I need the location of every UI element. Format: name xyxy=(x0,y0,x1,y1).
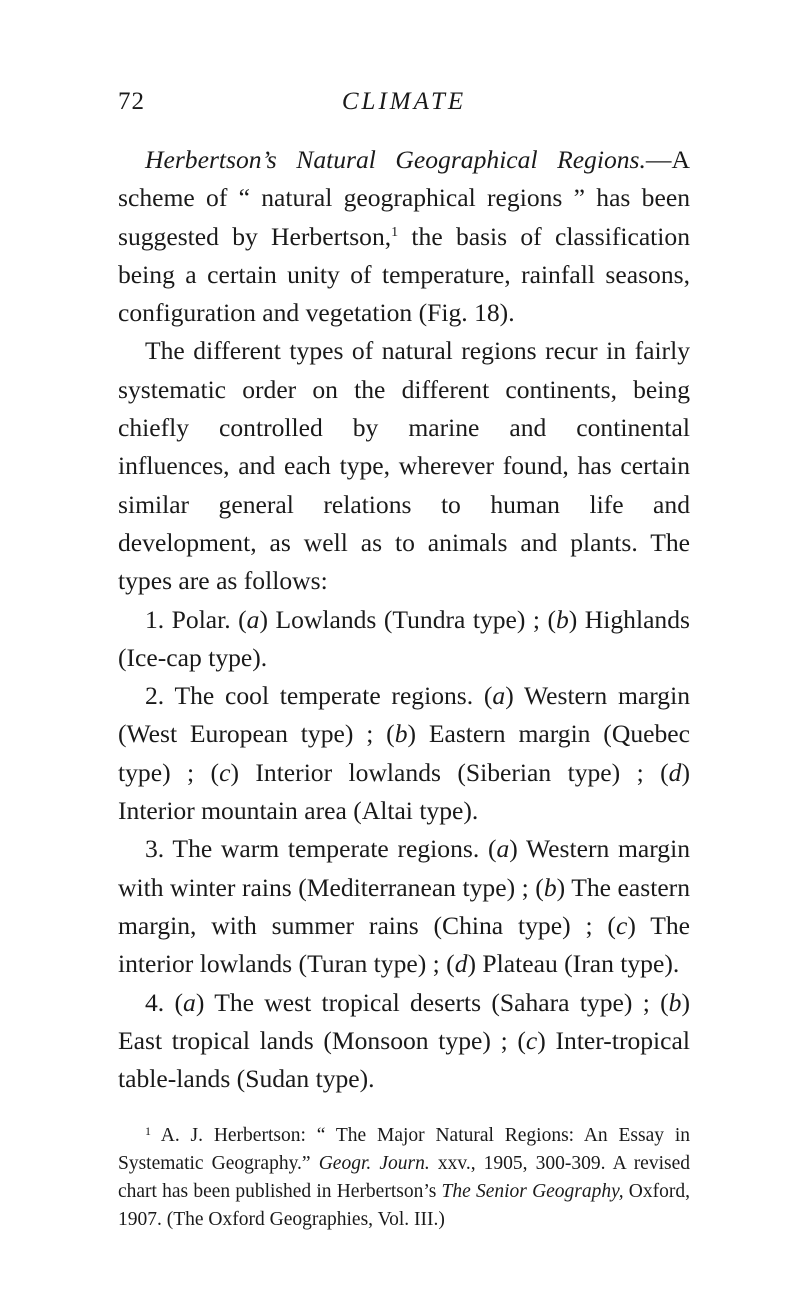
footnote-segment: A. J. Herbertson: “ The Major Natural Regions: An Essay in Systematic Geography.” xyxy=(118,1125,690,1174)
region-types-list xyxy=(118,601,690,1099)
region-type-item xyxy=(118,830,690,983)
footnote-text xyxy=(118,1125,690,1230)
region-type-segment: ) Plateau (Iran type). xyxy=(467,949,680,979)
region-type-segment: b xyxy=(555,604,569,634)
body-text xyxy=(118,141,690,1098)
region-type-segment: ) East tropical lands (Monsoon type) ; ( xyxy=(118,987,690,1055)
region-type-segment: a xyxy=(496,834,510,864)
region-type-segment: a xyxy=(492,681,506,711)
types-paragraph: The different types of natural regions recur in fairly systematic order on the different continents, being chiefly controlled by marine and continental influences, and each type, wherever found, has certain similar general relations to human life and development, as well as to animals and plants. The types are as follows: xyxy=(118,336,690,596)
footnote-segment: Geogr. Journ. xyxy=(318,1153,430,1174)
section-heading: Herbertson’s Natural Geographical Regions. xyxy=(145,145,646,174)
region-type-segment: c xyxy=(525,1025,538,1055)
region-type-segment: b xyxy=(394,719,408,749)
region-type-segment: ) Interior mountain area (Altai type). xyxy=(118,757,690,826)
intro-paragraph xyxy=(118,141,690,332)
region-type-segment: ) Lowlands (Tundra type) ; ( xyxy=(259,604,556,634)
region-type-segment: a xyxy=(183,987,196,1017)
footnote xyxy=(118,1122,690,1234)
footnote-segment: xxv., 1905, 300-309. A revised chart has been published in Herbertson’s xyxy=(118,1153,690,1202)
region-type-item xyxy=(118,677,690,830)
region-type-segment: ) Western margin with winter rains (Mediterranean type) ; ( xyxy=(118,834,690,902)
footnote-marker: 1 xyxy=(145,1124,151,1138)
region-type-segment: 2. The cool temperate regions. ( xyxy=(145,681,493,711)
region-type-item xyxy=(118,601,690,678)
region-type-segment: 4. ( xyxy=(145,987,184,1017)
region-type-segment: b xyxy=(668,987,682,1017)
region-type-segment: ) Interior lowlands (Siberian type) ; ( xyxy=(230,757,669,787)
region-type-segment: ) Eastern margin (Quebec type) ; ( xyxy=(118,719,690,787)
region-type-segment: ) Highlands (Ice-cap type). xyxy=(118,604,690,672)
region-type-segment: d xyxy=(668,757,682,787)
region-type-segment: c xyxy=(615,910,628,940)
region-type-segment: c xyxy=(219,757,231,787)
region-type-item xyxy=(118,984,690,1099)
footnote-segment: The Senior Geography, xyxy=(441,1181,624,1202)
footnotes xyxy=(118,1122,690,1234)
region-type-segment: ) The west tropical deserts (Sahara type) ; ( xyxy=(195,987,669,1017)
intro-text-a: —A scheme of “ natural geographical regions ” has been suggested by Herbertson, xyxy=(118,145,690,251)
region-type-segment: b xyxy=(543,872,557,902)
region-type-segment: 3. The warm temperate regions. ( xyxy=(145,834,497,864)
footnote-reference: 1 xyxy=(391,224,399,240)
region-type-segment: ) The eastern margin, with summer rains (China type) ; ( xyxy=(118,872,691,940)
footnote-segment: Oxford, 1907. (The Oxford Geographies, Vol. III.) xyxy=(118,1181,690,1230)
running-title: CLIMATE xyxy=(341,88,467,115)
region-type-segment: d xyxy=(454,949,468,979)
region-type-segment: 1. Polar. ( xyxy=(145,604,247,634)
region-type-segment: a xyxy=(246,604,260,634)
intro-text-b: the basis of classification being a certain unity of temperature, rainfall seasons, configuration and vegetation (Fig. 18). xyxy=(118,221,690,328)
region-type-segment: ) The interior lowlands (Turan type) ; ( xyxy=(118,910,691,979)
region-type-segment: ) Inter-tropical table-lands (Sudan type). xyxy=(118,1025,690,1094)
region-type-segment: ) Western margin (West European type) ; ( xyxy=(118,681,690,749)
page-number: 72 xyxy=(118,88,145,115)
